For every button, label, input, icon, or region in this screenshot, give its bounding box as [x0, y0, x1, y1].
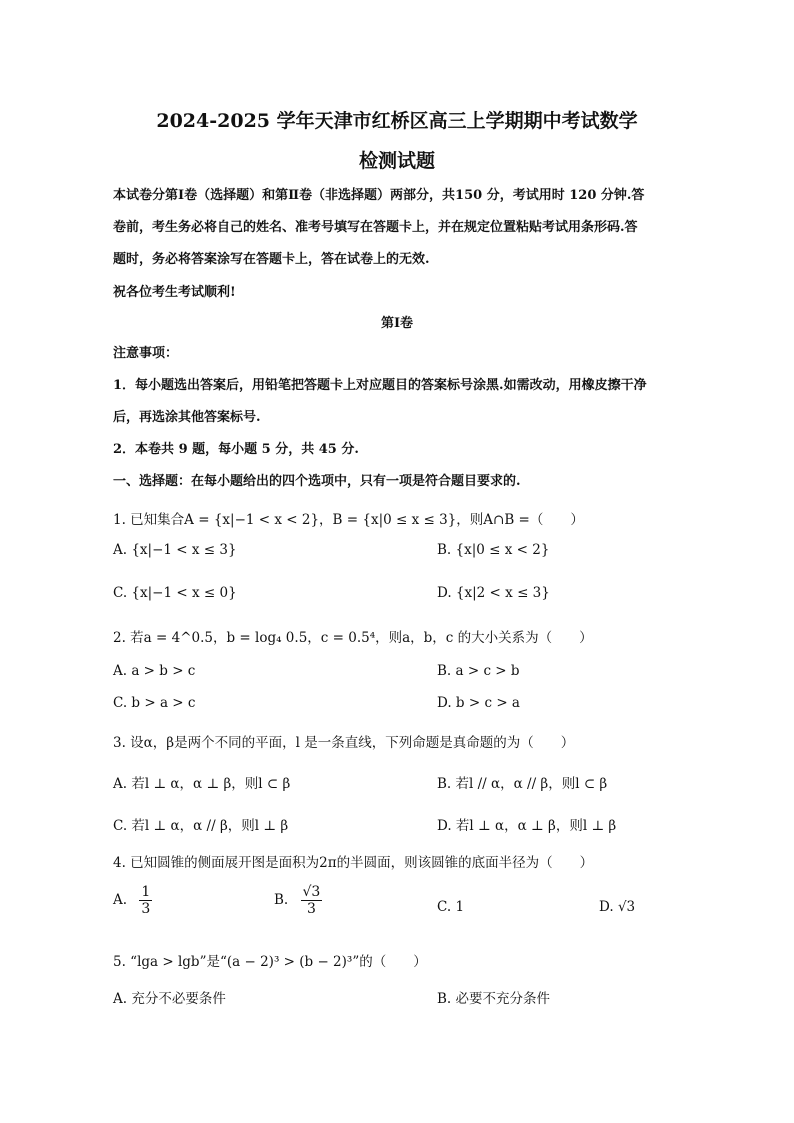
option-d-label: D.	[599, 899, 614, 915]
notes-title: 注意事项：	[113, 346, 179, 361]
question-3-stem: 3. 设α，β是两个不同的平面，l 是一条直线，下列命题是真命题的为（ ）	[113, 735, 575, 751]
question-1-option-b: B. {x|0 ≤ x < 2}	[437, 542, 550, 558]
question-5-option-b: B. 必要不充分条件	[437, 991, 551, 1007]
fraction-numerator: √3	[302, 884, 321, 900]
intro-line-1: 本试卷分第Ⅰ卷（选择题）和第Ⅱ卷（非选择题）两部分，共150 分，考试用时 120 分钟.答	[113, 188, 645, 203]
question-4-option-a	[113, 884, 152, 917]
question-3-option-c: C. 若l ⊥ α，α // β，则l ⊥ β	[113, 818, 289, 834]
question-2-option-d: D. b > c > a	[437, 695, 520, 711]
option-c-value: 1	[455, 899, 465, 915]
intro-line-3: 题时，务必将答案涂写在答题卡上，答在试卷上的无效.	[113, 252, 430, 267]
question-4-option-c	[437, 899, 464, 915]
part-heading: 第Ⅰ卷	[380, 316, 414, 331]
question-4-option-b	[274, 884, 322, 917]
fraction	[301, 884, 323, 917]
question-1-option-c: C. {x|−1 < x ≤ 0}	[113, 585, 237, 601]
option-c-label: C.	[437, 899, 452, 915]
wish-line: 祝各位考生考试顺利!	[113, 285, 236, 300]
option-d-value: √3	[617, 899, 636, 915]
fraction-denominator: 3	[306, 901, 316, 917]
question-2-option-c: C. b > a > c	[113, 695, 196, 711]
fraction	[139, 884, 152, 917]
intro-line-2: 卷前，考生务必将自己的姓名、准考号填写在答题卡上，并在规定位置粘贴考试用条形码.答	[113, 220, 638, 235]
question-2-option-b: B. a > c > b	[437, 663, 520, 679]
question-2-stem: 2. 若a = 4^0.5，b = log₄ 0.5，c = 0.5⁴，则a，b，c 的大小关系为（ ）	[113, 630, 593, 646]
question-3-option-d: D. 若l ⊥ α，α ⊥ β，则l ⊥ β	[437, 818, 617, 834]
question-1-option-d: D. {x|2 < x ≤ 3}	[437, 585, 550, 601]
question-1-option-a: A. {x|−1 < x ≤ 3}	[113, 542, 237, 558]
question-1-stem: 1. 已知集合A = {x|−1 < x < 2}，B = {x|0 ≤ x ≤ 3}，则A∩B =（ ）	[113, 512, 584, 528]
option-b-label: B.	[274, 892, 289, 908]
question-2-option-a: A. a > b > c	[113, 663, 196, 679]
question-4-option-d	[599, 899, 635, 915]
exam-subtitle: 检测试题	[358, 150, 435, 172]
note-1-line-1: 1．每小题选出答案后，用铅笔把答题卡上对应题目的答案标号涂黑.如需改动，用橡皮擦干净	[113, 378, 647, 393]
section-one-heading: 一、选择题：在每小题给出的四个选项中，只有一项是符合题目要求的.	[113, 474, 521, 489]
note-2: 2．本卷共 9 题，每小题 5 分，共 45 分.	[113, 442, 359, 457]
question-3-option-b: B. 若l // α，α // β，则l ⊂ β	[437, 776, 608, 792]
question-5-option-a: A. 充分不必要条件	[113, 991, 226, 1007]
exam-title: 2024-2025 学年天津市红桥区高三上学期期中考试数学	[156, 110, 638, 132]
fraction-denominator: 3	[141, 901, 151, 917]
option-a-label: A.	[113, 892, 128, 908]
question-5-stem: 5. “lga > lgb”是“(a − 2)³ > (b − 2)³”的（ ）	[113, 954, 427, 970]
question-4-stem: 4. 已知圆锥的侧面展开图是面积为2π的半圆面，则该圆锥的底面半径为（ ）	[113, 855, 594, 871]
note-1-line-2: 后，再选涂其他答案标号.	[113, 410, 261, 425]
fraction-numerator: 1	[141, 884, 151, 900]
question-3-option-a: A. 若l ⊥ α，α ⊥ β，则l ⊂ β	[113, 776, 291, 792]
